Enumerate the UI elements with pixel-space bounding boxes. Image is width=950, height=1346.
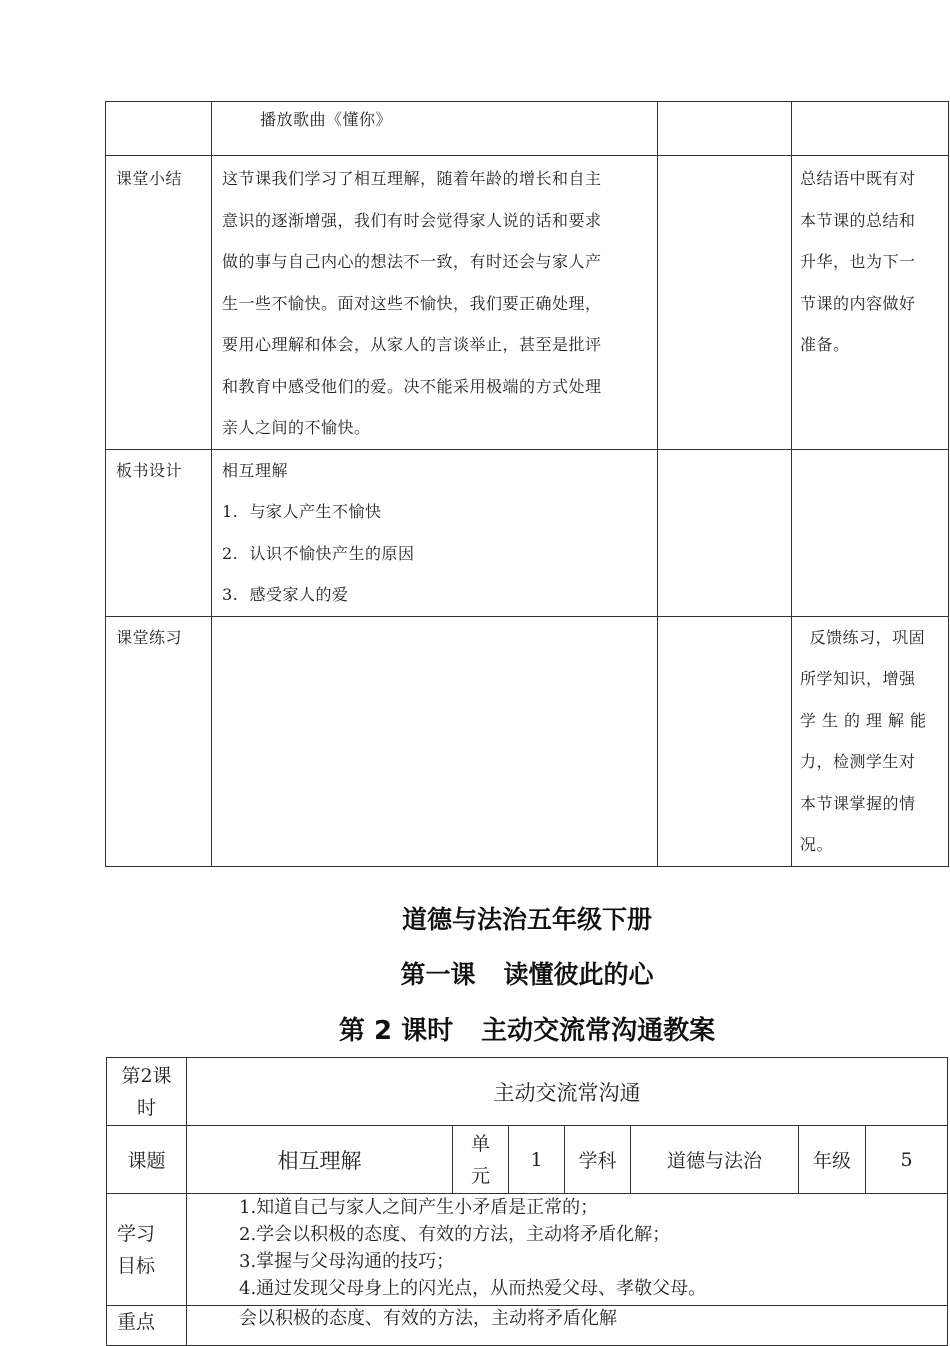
cell-empty-label: [106, 102, 212, 156]
cell-empty-note: [792, 449, 949, 616]
period-label: [107, 1058, 187, 1126]
summary-line: 亲人之间的不愉快。: [222, 418, 371, 437]
summary-line: 生一些不愉快。面对这些不愉快，我们要正确处理，: [222, 293, 602, 313]
practice-note: [792, 616, 949, 866]
cell-empty: [212, 616, 658, 866]
note-line: 所学知识，增强: [800, 669, 916, 688]
note-line: 力，检测学生对: [800, 752, 916, 771]
grade-value: 5: [866, 1126, 948, 1194]
topic-label: 课题: [107, 1126, 187, 1194]
table-row-summary: [106, 156, 949, 450]
topic-value: 相互理解: [187, 1126, 453, 1194]
cell-empty: [658, 616, 792, 866]
note-line: 反馈练习，巩固: [809, 627, 926, 647]
summary-note: [792, 156, 949, 450]
note-line: 本节课的总结和: [800, 210, 916, 230]
note-line: 准备。: [800, 335, 850, 354]
note-line: 节课的内容做好: [800, 293, 916, 313]
period-title: [0, 1010, 950, 1047]
note-line: 学生的理解能: [800, 710, 933, 730]
period-name: 主动交流常沟通教案: [481, 1016, 716, 1046]
cell-empty: [658, 449, 792, 616]
key-point: 会以积极的态度、有效的方法，主动将矛盾化解: [187, 1306, 948, 1346]
board-label: 板书设计: [106, 449, 212, 616]
period-heading: 主动交流常沟通: [187, 1058, 948, 1126]
summary-line: 要用心理解和体会，从家人的言谈举止，甚至是批评: [222, 335, 602, 354]
board-content: [212, 449, 658, 616]
unit-label-text: 单元: [470, 1132, 490, 1187]
grade-label: 年级: [799, 1126, 866, 1194]
table-row-topic: [107, 1126, 948, 1194]
board-line: 3. 感受家人的爱: [222, 585, 349, 604]
goal-item: 2.学会以积极的态度、有效的方法，主动将矛盾化解；: [239, 1224, 671, 1245]
table-row-practice: [106, 616, 949, 866]
goal-item: 4.通过发现父母身上的闪光点，从而热爱父母、孝敬父母。: [239, 1278, 707, 1299]
note-line: 升华，也为下一: [800, 252, 916, 271]
note-line: 总结语中既有对: [800, 169, 916, 188]
table-row-board: [106, 449, 949, 616]
key-label: 重点: [107, 1306, 187, 1346]
lesson-name: 读懂彼此的心: [503, 960, 654, 989]
practice-label: 课堂练习: [106, 616, 212, 866]
unit-label: [453, 1126, 509, 1194]
summary-content: [212, 156, 658, 450]
period-label-text: 第2课时: [121, 1064, 172, 1119]
summary-line: 意识的逐渐增强，我们有时会觉得家人说的话和要求: [222, 210, 602, 230]
table-row-key: [107, 1306, 948, 1346]
lesson-plan-table-2: [106, 1057, 948, 1346]
table-row-song: [106, 102, 949, 156]
goals-label-text: 学习目标: [117, 1223, 156, 1277]
cell-empty-note: [792, 102, 949, 156]
note-line: 本节课掌握的情: [800, 793, 916, 813]
board-line: 相互理解: [222, 460, 289, 480]
lesson-number: 第一课: [400, 960, 476, 989]
summary-label: 课堂小结: [106, 156, 212, 450]
unit-value: 1: [509, 1126, 565, 1194]
summary-line: 这节课我们学习了相互理解，随着年龄的增长和自主: [222, 169, 602, 188]
lesson-plan-table-1: [105, 101, 949, 867]
board-line: 2. 认识不愉快产生的原因: [222, 543, 415, 563]
goals-label: [107, 1194, 187, 1306]
summary-line: 做的事与自己内心的想法不一致，有时还会与家人产: [222, 252, 602, 271]
cell-empty: [658, 102, 792, 156]
summary-line: 和教育中感受他们的爱。决不能采用极端的方式处理: [222, 376, 602, 396]
song-activity: 播放歌曲《懂你》: [212, 102, 658, 156]
book-title: 道德与法治五年级下册: [401, 905, 652, 934]
cell-empty: [658, 156, 792, 450]
table-row-goals: [107, 1194, 948, 1306]
note-line: 况。: [800, 835, 834, 854]
goals-list: [187, 1194, 948, 1306]
table-row-period: [107, 1058, 948, 1126]
board-line: 1. 与家人产生不愉快: [222, 502, 382, 521]
period-number: 第 2 课时: [338, 1016, 454, 1046]
subject-label: 学科: [565, 1126, 631, 1194]
goal-item: 1.知道自己与家人之间产生小矛盾是正常的；: [239, 1197, 599, 1218]
goal-item: 3.掌握与父母沟通的技巧；: [239, 1251, 455, 1272]
lesson-title: [0, 955, 950, 991]
subject-value: 道德与法治: [631, 1126, 799, 1194]
